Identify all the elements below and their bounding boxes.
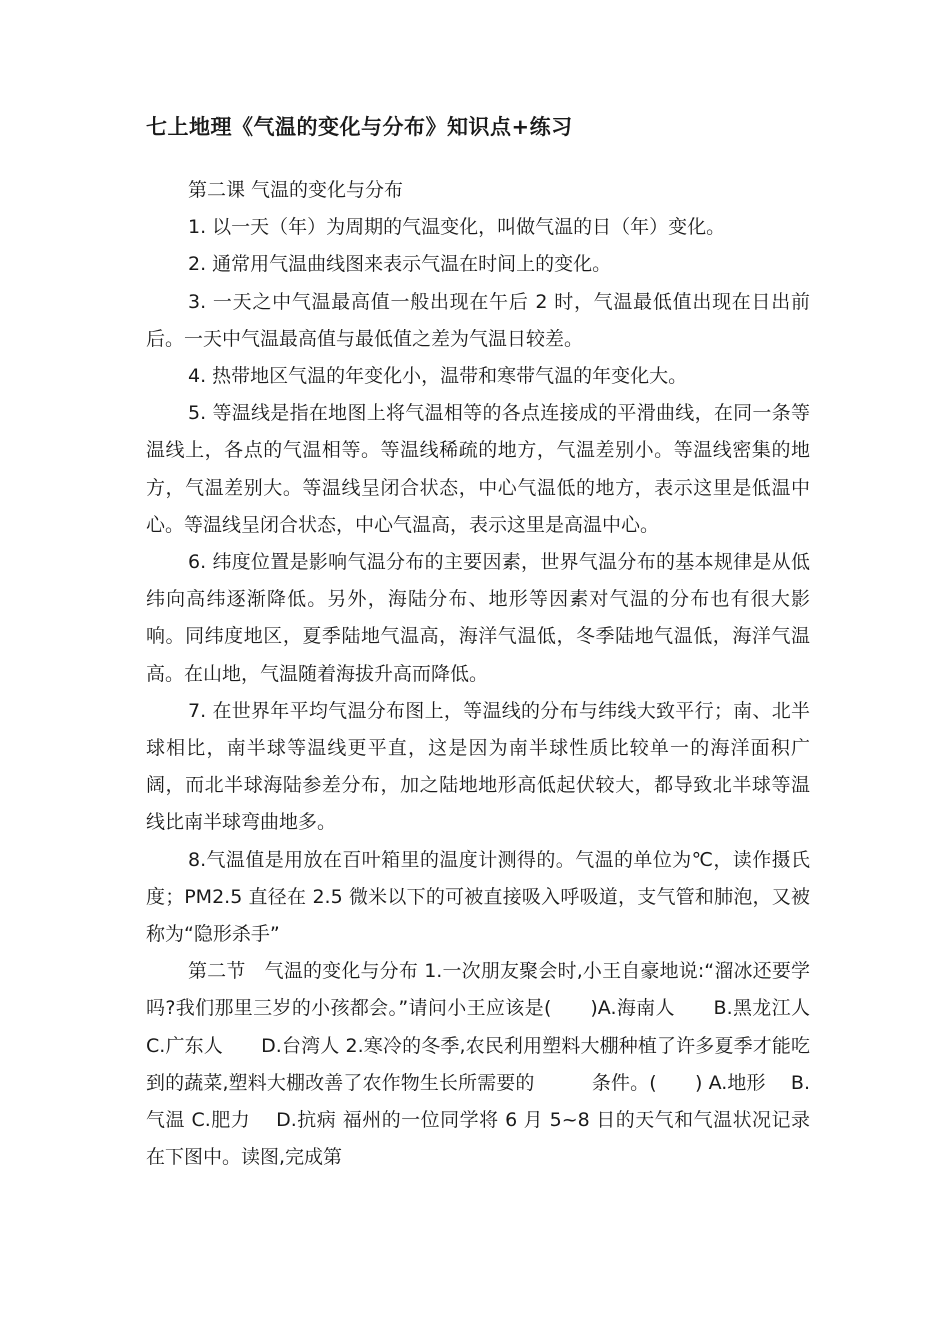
exercise-section: 第二节 气温的变化与分布 1.一次朋友聚会时,小王自豪地说:“溜冰还要学吗?我们那里三岁的小孩都会。”请问小王应该是( )A.海南人 B.黑龙江人 C.广东人 D.台湾人 2.寒冷的冬季,农民利用塑料大棚种植了许多夏季才能吃到的蔬菜,塑料大棚改善了农作物生长所需要的 条件。( ) A.地形 B.气温 C.肥力 D.抗病 福州的一位同学将 6 月 5~8 日的天气和气温状况记录在下图中。读图,完成第	[146, 960, 810, 1169]
point-8: 8.气温值是用放在百叶箱里的温度计测得的。气温的单位为℃，读作摄氏度；PM2.5 直径在 2.5 微米以下的可被直接吸入呼吸道，支气管和肺泡，又被称为“隐形杀手”	[146, 848, 810, 946]
point-6: 6. 纬度位置是影响气温分布的主要因素，世界气温分布的基本规律是从低纬向高纬逐渐降低。另外，海陆分布、地形等因素对气温的分布也有很大影响。同纬度地区，夏季陆地气温高，海洋气温低，冬季陆地气温低，海洋气温高。在山地，气温随着海拔升高而降低。	[146, 551, 810, 685]
document-body	[146, 172, 810, 1176]
point-4: 4. 热带地区气温的年变化小，温带和寒带气温的年变化大。	[188, 365, 688, 388]
point-3: 3. 一天之中气温最高值一般出现在午后 2 时，气温最低值出现在日出前后。一天中气温最高值与最低值之差为气温日较差。	[146, 290, 810, 350]
document-title: 七上地理《气温的变化与分布》知识点+练习	[146, 115, 573, 139]
point-2: 2. 通常用气温曲线图来表示气温在时间上的变化。	[188, 253, 612, 276]
point-7: 7. 在世界年平均气温分布图上，等温线的分布与纬线大致平行；南、北半球相比，南半球等温线更平直，这是因为南半球性质比较单一的海洋面积广阔，而北半球海陆参差分布，加之陆地地形高低起伏较大，都导致北半球等温线比南半球弯曲地多。	[146, 699, 810, 834]
point-1: 1. 以一天（年）为周期的气温变化，叫做气温的日（年）变化。	[188, 216, 726, 239]
point-5: 5. 等温线是指在地图上将气温相等的各点连接成的平滑曲线，在同一条等温线上，各点的气温相等。等温线稀疏的地方，气温差别小。等温线密集的地方，气温差别大。等温线呈闭合状态，中心气温低的地方，表示这里是低温中心。等温线呈闭合状态，中心气温高，表示这里是高温中心。	[146, 402, 810, 536]
section-heading: 第二课 气温的变化与分布	[188, 179, 404, 201]
